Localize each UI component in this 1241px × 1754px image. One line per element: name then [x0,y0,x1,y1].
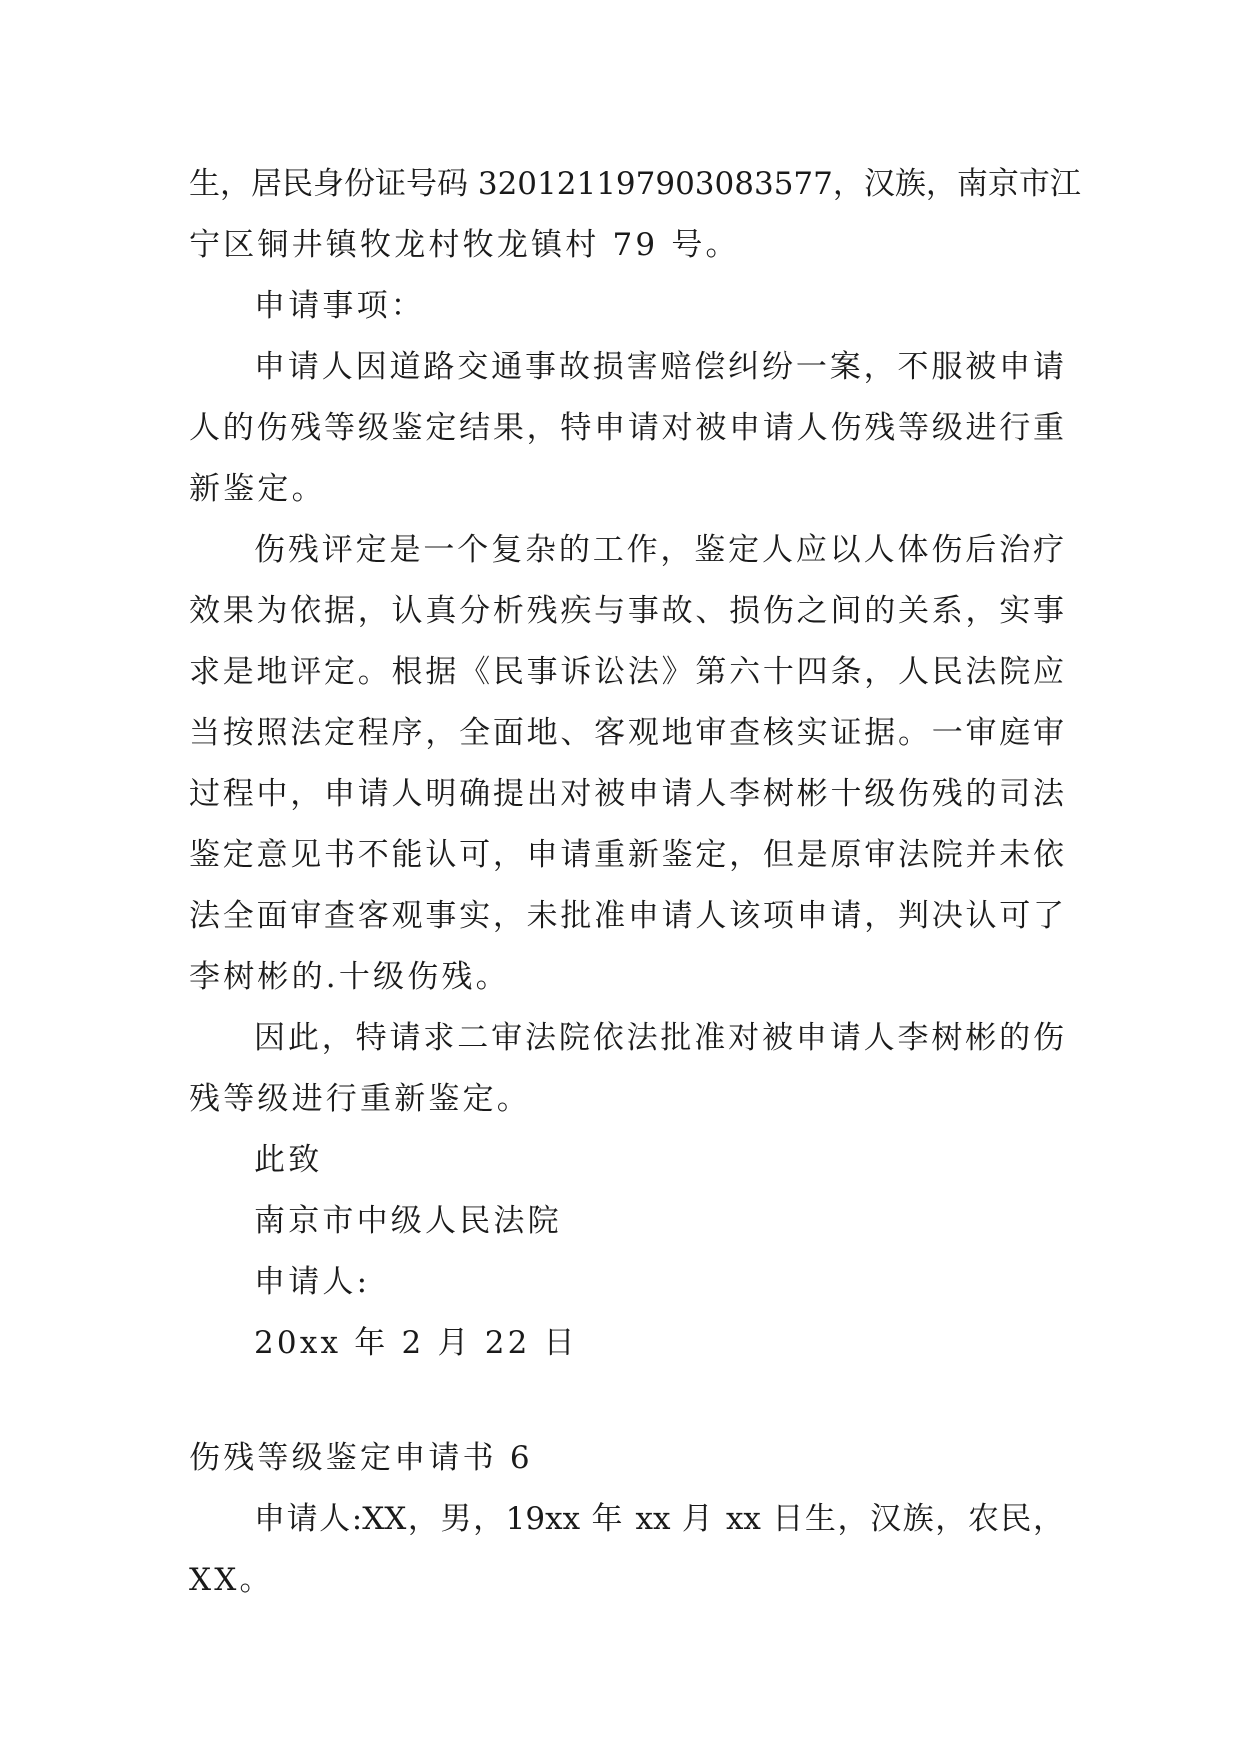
recipient-court: 南京市中级人民法院 [254,1203,562,1239]
body-line: 伤残评定是一个复杂的工作，鉴定人应以人体伤后治疗 [254,532,1064,568]
body-line: 当按照法定程序，全面地、客观地审查核实证据。一审庭审 [189,715,1064,751]
body-line: 宁区铜井镇牧龙村牧龙镇村 79 号。 [189,227,740,263]
body-line: 过程中，申请人明确提出对被申请人李树彬十级伤残的司法 [189,776,1064,812]
body-line: 因此，特请求二审法院依法批准对被申请人李树彬的伤 [254,1020,1064,1056]
body-line: 申请人:XX，男，19xx 年 xx 月 xx 日生，汉族，农民， [254,1501,1064,1537]
document-date: 20xx 年 2 月 22 日 [254,1325,578,1361]
body-line: 人的伤残等级鉴定结果，特申请对被申请人伤残等级进行重 [189,410,1064,446]
body-line: 鉴定意见书不能认可，申请重新鉴定，但是原审法院并未依 [189,837,1064,873]
body-line: 新鉴定。 [189,471,326,507]
body-line: 生，居民身份证号码 320121197903083577，汉族，南京市江 [189,166,1081,202]
body-line: 申请人因道路交通事故损害赔偿纠纷一案，不服被申请 [254,349,1064,385]
body-line: 李树彬的.十级伤残。 [189,959,510,995]
body-line: 法全面审查客观事实，未批准申请人该项申请，判决认可了 [189,898,1064,934]
body-line: 效果为依据，认真分析残疾与事故、损伤之间的关系，实事 [189,593,1064,629]
body-line: XX。 [189,1562,274,1598]
document-body [189,154,1081,1611]
section-spacer [189,1374,1064,1428]
body-line: 残等级进行重新鉴定。 [189,1081,531,1117]
body-line: 求是地评定。根据《民事诉讼法》第六十四条，人民法院应 [189,654,1064,690]
salutation: 此致 [254,1142,323,1178]
section-heading: 申请事项： [254,288,425,324]
document-title: 伤残等级鉴定申请书 6 [189,1440,533,1476]
applicant-signature-label: 申请人: [254,1264,371,1300]
